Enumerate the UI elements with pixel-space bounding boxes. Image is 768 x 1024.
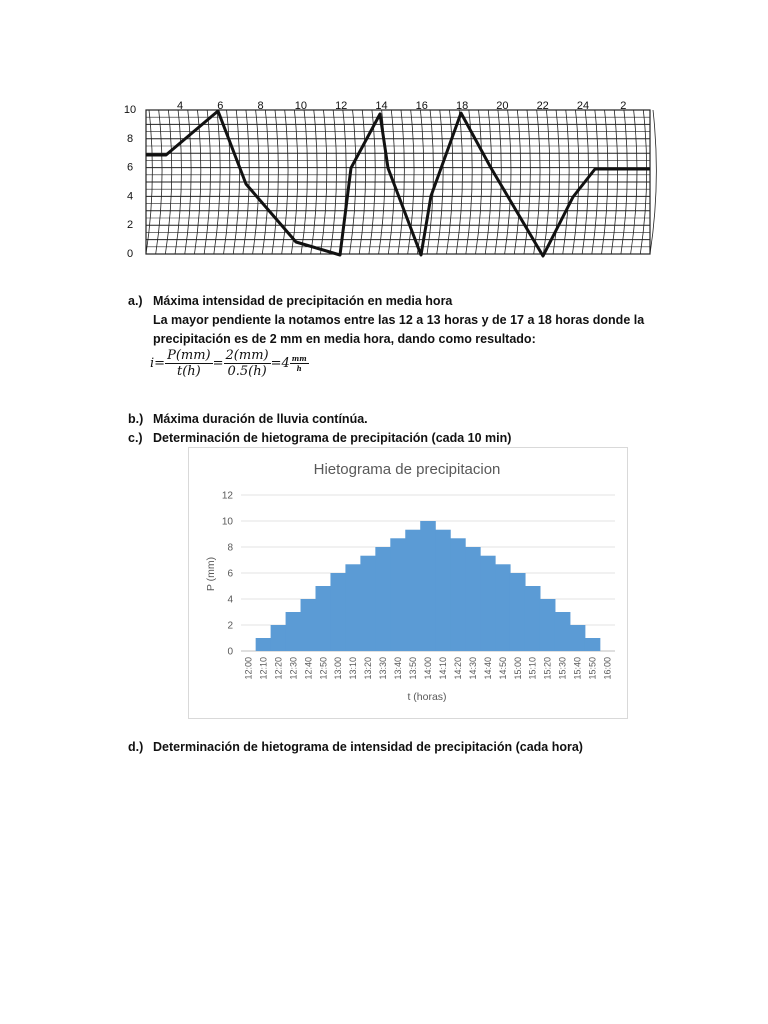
- pluviogram-x-tick: 18: [455, 100, 469, 112]
- pluviogram-x-tick: 12: [335, 100, 348, 112]
- chart-y-axis: [222, 491, 234, 658]
- section-d-title: Determinación de hietograma de intensidad de precipitación (cada hora): [153, 740, 583, 754]
- chart-y-tick-label: 2: [227, 620, 233, 632]
- chart-x-tick-label: 13:20: [363, 657, 374, 680]
- chart-y-tick-label: 6: [227, 568, 233, 580]
- pluviogram-x-tick: 22: [536, 100, 549, 112]
- pluviogram-y-tick: 4: [126, 190, 134, 203]
- chart-title: Hietograma de precipitacion: [313, 461, 501, 478]
- chart-x-axis-label: t (horas): [407, 691, 447, 703]
- section-c-letter: c.): [128, 431, 143, 445]
- pluviogram-y-tick: 6: [126, 161, 134, 174]
- chart-bar: [420, 521, 436, 651]
- formula-lhs: i: [150, 356, 155, 371]
- section-a-line1: La mayor pendiente la notamos entre las 12 a 13 horas y de 17 a 18 horas donde la: [153, 313, 645, 327]
- chart-x-tick-label: 14:20: [452, 657, 463, 680]
- formula-eq-3: =: [270, 356, 282, 371]
- pluviogram-x-tick: 6: [217, 100, 224, 112]
- chart-x-tick-label: 12:40: [303, 657, 314, 680]
- chart-x-axis: [243, 657, 612, 680]
- section-a-letter: a.): [128, 294, 143, 308]
- hietograma-chart: [189, 448, 627, 718]
- chart-bar: [435, 530, 451, 651]
- formula-fraction-2: [224, 348, 271, 379]
- hietograma-chart-frame: [188, 447, 628, 719]
- chart-bar: [301, 599, 317, 651]
- intensity-formula: [150, 348, 309, 379]
- formula-unit: [290, 354, 309, 373]
- formula-frac2-den: 0.5(h): [227, 364, 267, 379]
- chart-x-tick-label: 13:30: [378, 657, 389, 680]
- formula-fraction-1: [165, 348, 213, 379]
- chart-x-tick-label: 13:10: [348, 657, 359, 680]
- section-c-title: Determinación de hietograma de precipitación (cada 10 min): [153, 431, 512, 445]
- chart-bar: [390, 538, 406, 651]
- formula-eq-2: =: [212, 356, 224, 371]
- chart-y-tick-label: 10: [221, 516, 233, 528]
- pluviogram-x-tick: 2: [620, 100, 627, 112]
- chart-x-tick-label: 15:30: [557, 657, 568, 680]
- chart-bars: [256, 521, 601, 651]
- chart-x-tick-label: 12:10: [258, 657, 269, 680]
- chart-x-tick-label: 14:50: [497, 657, 508, 680]
- pluviogram-x-tick: 8: [257, 100, 264, 112]
- pluviogram-x-tick: 14: [375, 100, 388, 112]
- chart-bar: [495, 564, 511, 651]
- section-a-title: Máxima intensidad de precipitación en media hora: [153, 294, 453, 308]
- chart-y-tick-label: 12: [221, 490, 233, 502]
- pluviogram-y-tick: 2: [126, 219, 134, 232]
- section-a-line2: precipitación es de 2 mm en media hora, dando como resultado:: [153, 332, 536, 346]
- chart-x-tick-label: 13:00: [333, 657, 344, 680]
- chart-x-tick-label: 12:00: [243, 657, 254, 680]
- chart-bar: [510, 573, 526, 651]
- pluviogram-x-tick: 24: [576, 100, 590, 112]
- pluviogram-x-tick: 10: [294, 100, 308, 112]
- chart-bar: [555, 612, 571, 651]
- chart-bar: [570, 625, 586, 651]
- chart-x-tick-label: 15:00: [512, 657, 523, 680]
- formula-unit-den: h: [296, 364, 302, 373]
- chart-x-tick-label: 15:50: [587, 657, 598, 680]
- chart-x-tick-label: 14:00: [423, 657, 433, 680]
- formula-unit-num: mm: [291, 354, 307, 363]
- chart-x-tick-label: 12:30: [288, 657, 299, 680]
- chart-bar: [465, 547, 481, 651]
- pluviogram-y-tick: 0: [126, 248, 134, 260]
- chart-x-tick-label: 12:20: [273, 657, 284, 680]
- pluviogram-x-tick: 4: [176, 100, 184, 112]
- chart-x-tick-label: 13:40: [393, 657, 404, 680]
- chart-bar: [360, 556, 376, 651]
- chart-x-tick-label: 12:50: [318, 657, 329, 680]
- chart-bar: [345, 564, 361, 651]
- pluviogram-chart: [118, 96, 658, 272]
- section-b-title: Máxima duración de lluvia contínúa.: [153, 412, 368, 426]
- chart-x-tick-label: 15:10: [527, 657, 538, 680]
- chart-bar: [585, 638, 601, 651]
- formula-frac1-den: t(h): [176, 364, 201, 379]
- chart-bar: [375, 547, 391, 651]
- chart-bar: [286, 612, 302, 651]
- chart-bar: [525, 586, 541, 651]
- pluviogram-y-axis: [124, 104, 136, 260]
- chart-x-tick-label: 14:40: [482, 657, 493, 680]
- chart-x-tick-label: 15:40: [572, 657, 583, 680]
- formula-result: 4: [281, 356, 290, 371]
- chart-x-tick-label: 13:50: [408, 657, 419, 680]
- chart-bar: [405, 530, 421, 651]
- pluviogram-y-tick: 10: [123, 104, 137, 116]
- chart-x-tick-label: 14:10: [437, 657, 448, 680]
- chart-bar: [256, 638, 272, 651]
- formula-frac2-num: 2(mm): [225, 348, 269, 363]
- chart-bar: [450, 538, 466, 651]
- chart-y-tick-label: 8: [227, 542, 233, 554]
- pluviogram-y-tick: 8: [126, 132, 134, 145]
- pluviogram-x-tick: 16: [415, 100, 428, 112]
- formula-eq: =: [154, 356, 166, 371]
- chart-x-tick-label: 15:20: [542, 657, 553, 680]
- section-d-letter: d.): [128, 740, 144, 754]
- pluviogram-trace: [146, 111, 650, 256]
- pluviogram-x-tick: 20: [496, 100, 509, 112]
- chart-bar: [330, 573, 346, 651]
- chart-bar: [271, 625, 287, 651]
- chart-y-axis-label: P (mm): [205, 556, 217, 592]
- chart-bar: [480, 556, 496, 651]
- formula-frac1-num: P(mm): [167, 348, 211, 363]
- chart-bar: [540, 599, 556, 651]
- chart-bar: [316, 586, 332, 651]
- chart-y-tick-label: 4: [227, 594, 233, 606]
- pluviogram-grid: [146, 110, 656, 254]
- chart-x-tick-label: 16:00: [602, 657, 613, 680]
- section-b-letter: b.): [128, 412, 144, 426]
- chart-y-tick-label: 0: [227, 646, 233, 658]
- chart-x-tick-label: 14:30: [467, 657, 478, 680]
